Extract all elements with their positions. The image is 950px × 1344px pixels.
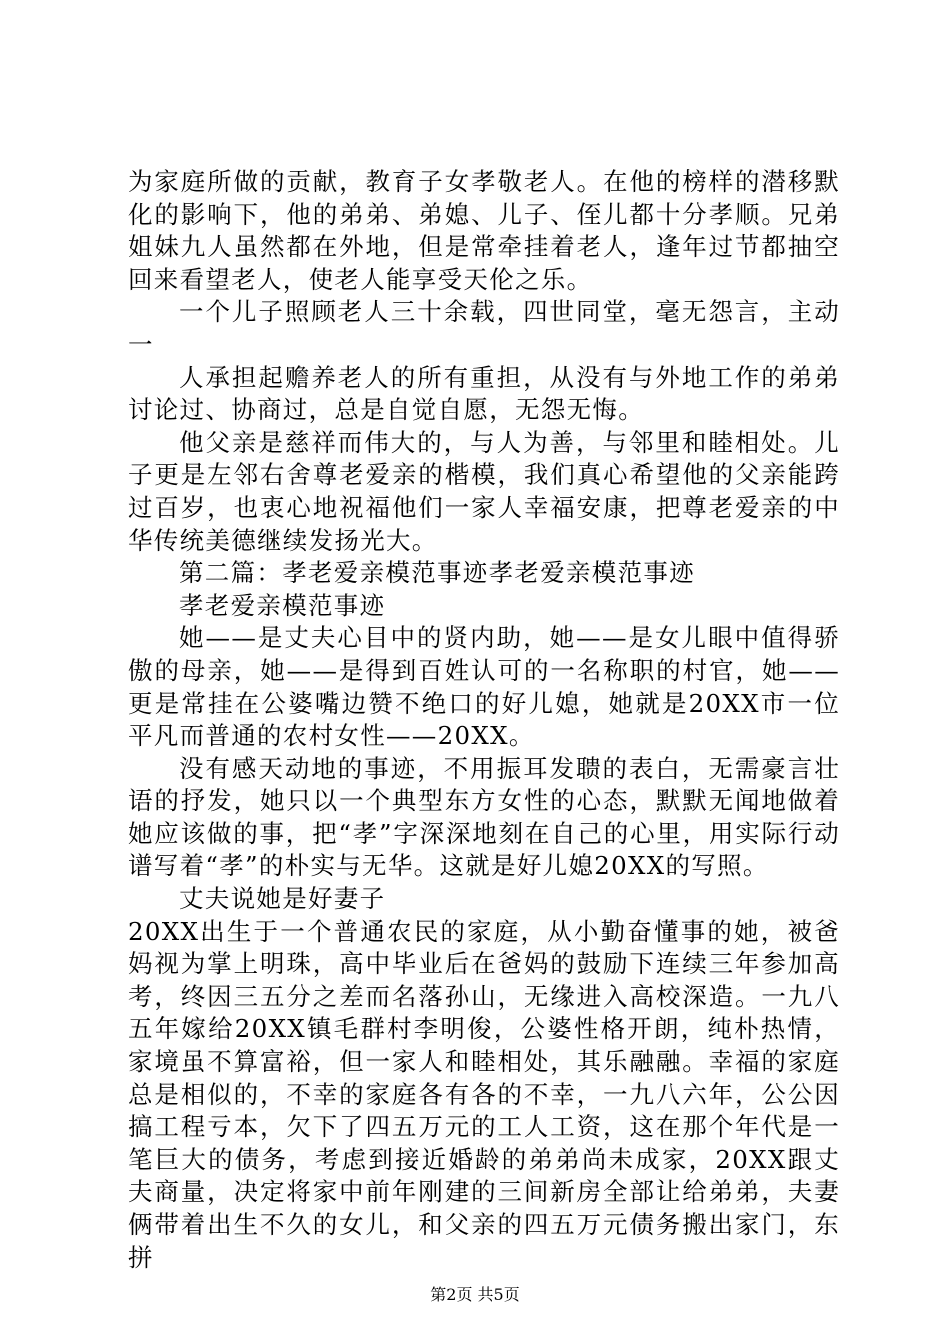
paragraph: 没有感天动地的事迹，不用振耳发聩的表白，无需豪言壮语的抒发，她只以一个典型东方女性的心态，默默无闻地做着她应该做的事，把“孝”字深深地刻在自己的心里，用实际行动谱写着“孝”的朴实与无华。这就是好儿媳20XX的写照。	[128, 753, 840, 881]
paragraph: 为家庭所做的贡献，教育子女孝敬老人。在他的榜样的潜移默化的影响下，他的弟弟、弟媳、儿子、侄儿都十分孝顺。兄弟姐妹九人虽然都在外地，但是常牵挂着老人，逢年过节都抽空回来看望老人，使老人能享受天伦之乐。	[128, 167, 840, 294]
section-subheading: 孝老爱亲模范事迹	[179, 590, 386, 620]
section-subheading: 丈夫说她是好妻子	[179, 884, 386, 914]
section-heading: 第二篇：孝老爱亲模范事迹孝老爱亲模范事迹	[179, 558, 695, 588]
page-number-footer: 第2页 共5页	[430, 1285, 520, 1304]
document-body	[128, 166, 840, 1274]
paragraph: 一个儿子照顾老人三十余载，四世同堂，毫无怨言，主动一	[128, 297, 840, 359]
paragraph: 人承担起赡养老人的所有重担，从没有与外地工作的弟弟讨论过、协商过，总是自觉自愿，无怨无悔。	[128, 362, 840, 425]
paragraph: 20XX出生于一个普通农民的家庭，从小勤奋懂事的她，被爸妈视为掌上明珠，高中毕业后在爸妈的鼓励下连续三年参加高考，终因三五分之差而名落孙山，无缘进入高校深造。一九八五年嫁给20XX镇毛群村李明俊，公婆性格开朗，纯朴热情，家境虽不算富裕，但一家人和睦相处，其乐融融。幸福的家庭总是相似的，不幸的家庭各有各的不幸，一九八六年，公公因搞工程亏本，欠下了四五万元的工人工资，这在那个年代是一笔巨大的债务，考虑到接近婚龄的弟弟尚未成家，20XX跟丈夫商量，决定将家中前年刚建的三间新房全部让给弟弟，夫妻俩带着出生不久的女儿，和父亲的四五万元债务搬出家门，东拼	[128, 916, 840, 1272]
paragraph: 她——是丈夫心目中的贤内助，她——是女儿眼中值得骄傲的母亲，她——是得到百姓认可的一名称职的村官，她——更是常挂在公婆嘴边赞不绝口的好儿媳，她就是20XX市一位平凡而普通的农村女性——20XX。	[128, 623, 840, 751]
paragraph: 他父亲是慈祥而伟大的，与人为善，与邻里和睦相处。儿子更是左邻右舍尊老爱亲的楷模，我们真心希望他的父亲能跨过百岁，也衷心地祝福他们一家人幸福安康，把尊老爱亲的中华传统美德继续发扬光大。	[128, 427, 840, 555]
